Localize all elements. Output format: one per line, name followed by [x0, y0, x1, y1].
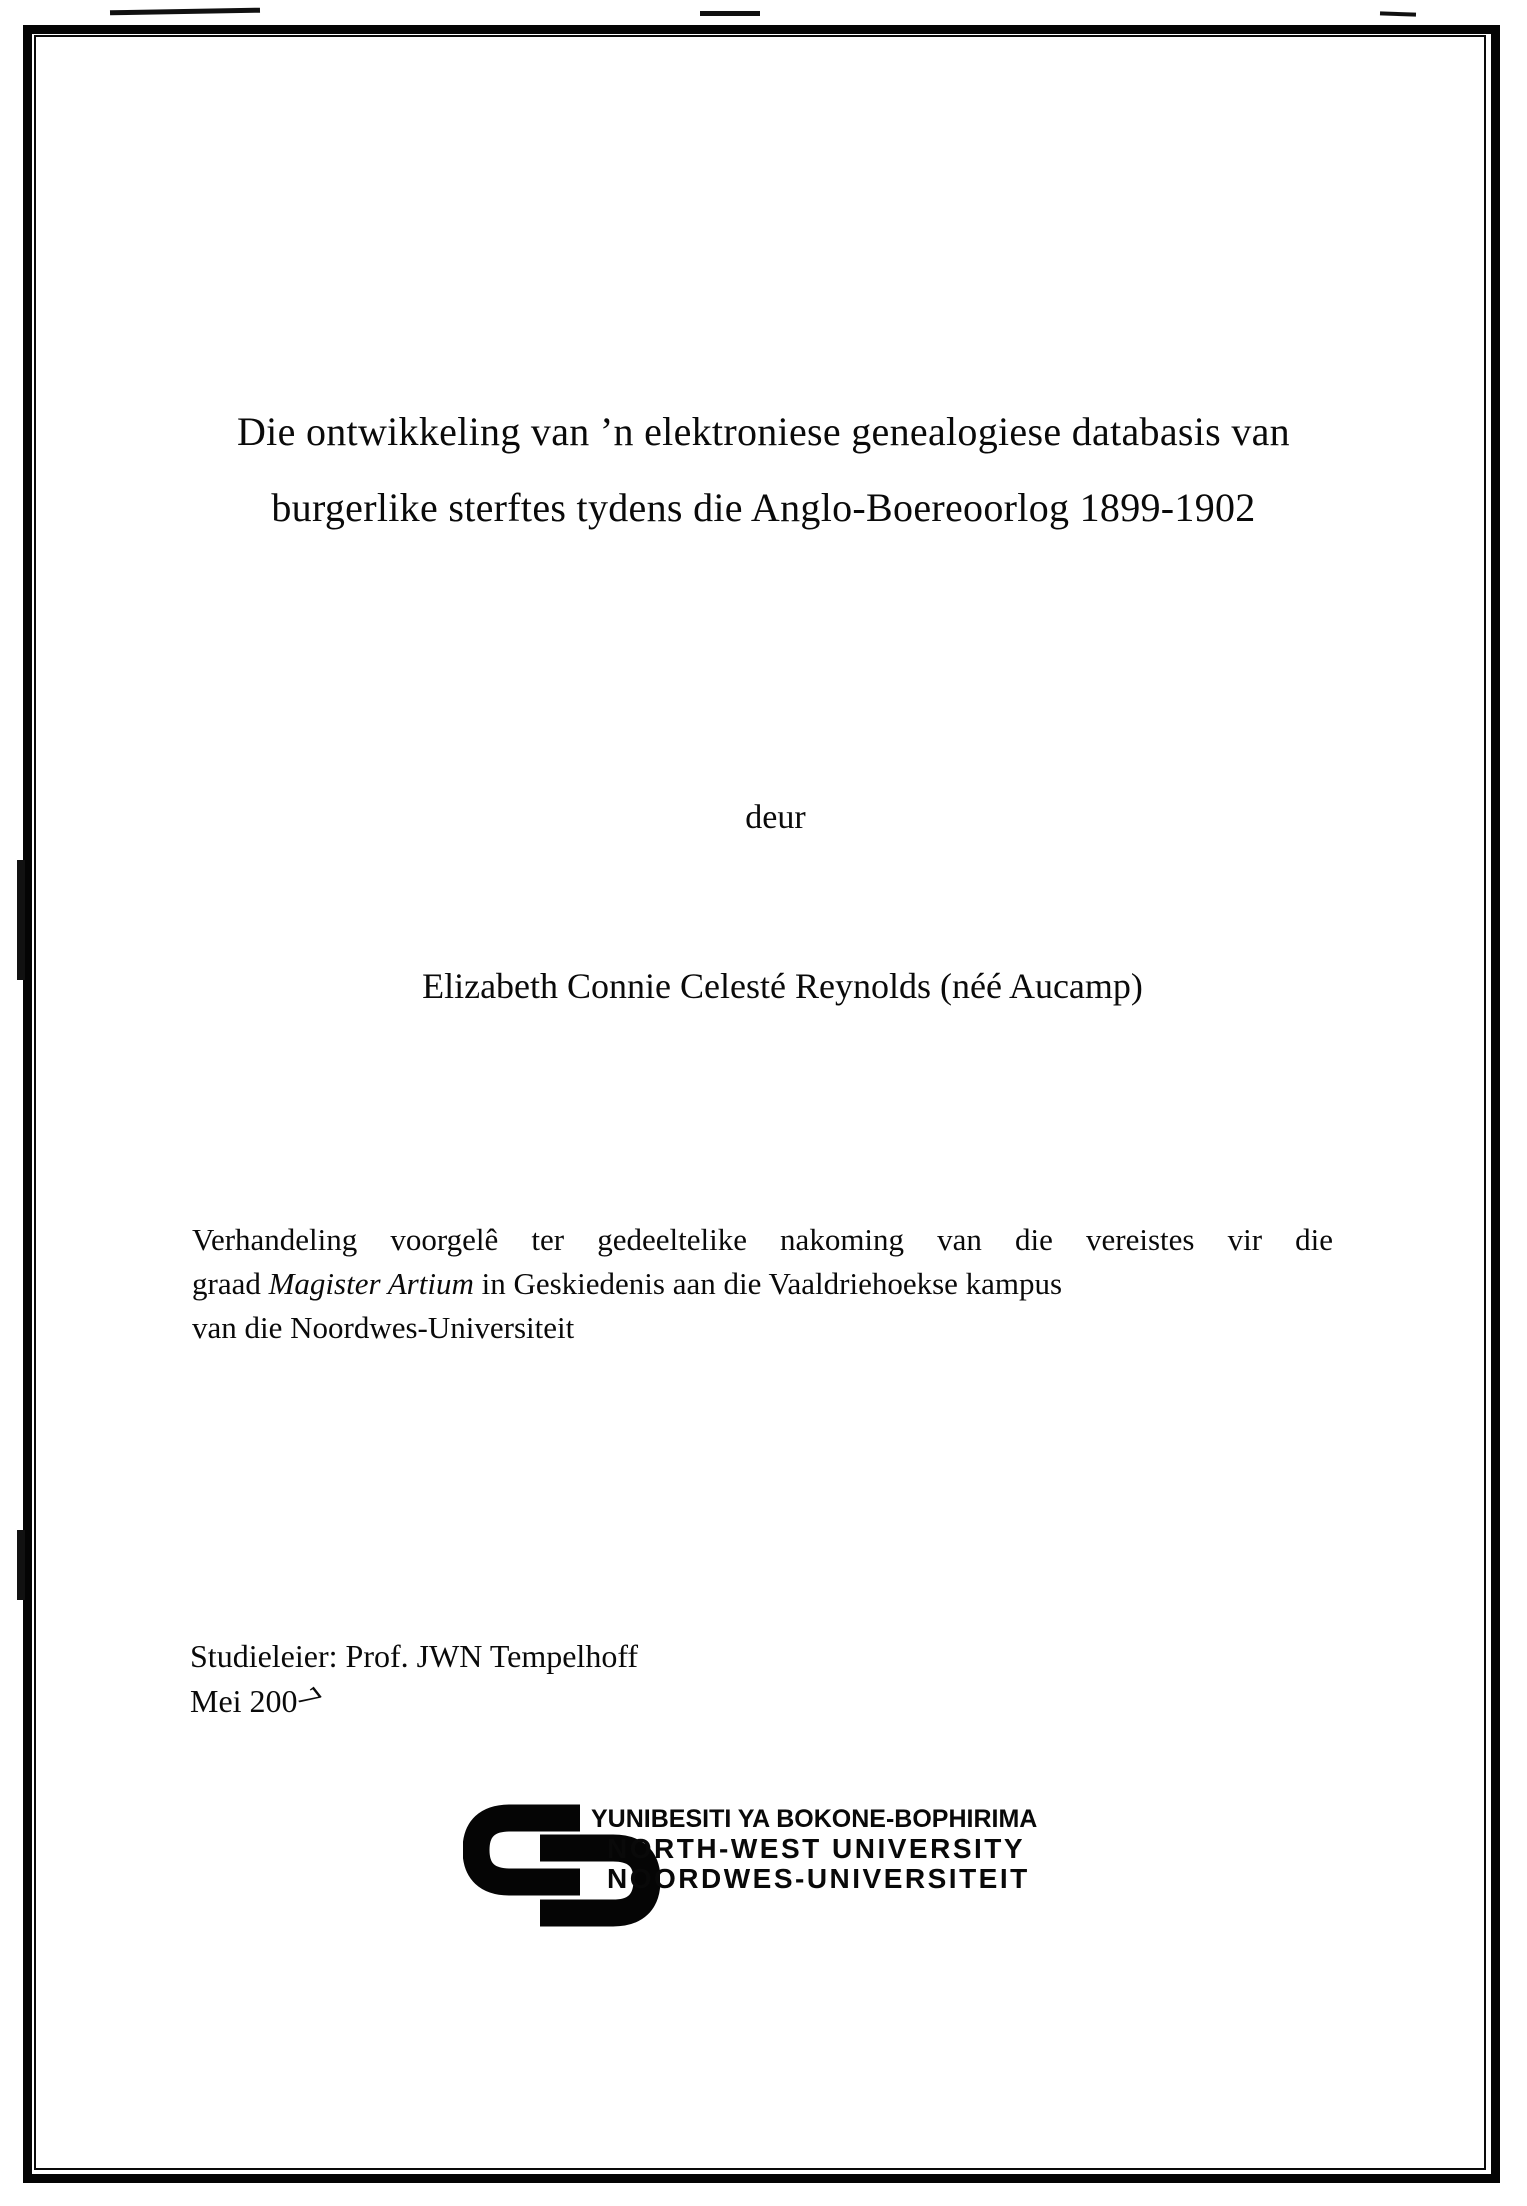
statement-line-2-pre: graad: [192, 1266, 269, 1301]
scan-artifact: [1380, 11, 1416, 16]
date-prefix: Mei 200: [190, 1683, 298, 1719]
scan-artifact: [110, 8, 260, 16]
title-line-2: burgerlike sterftes tydens die Anglo-Boereoorlog 1899-1902: [271, 485, 1256, 530]
thesis-title: [45, 394, 1482, 546]
logo-line-afrikaans: NOORDWES-UNIVERSITEIT: [607, 1862, 1030, 1894]
degree-statement: [192, 1218, 1333, 1350]
logo-line-setswana: YUNIBESITI YA BOKONE-BOPHIRIMA: [591, 1805, 1038, 1833]
university-logo-text: [591, 1805, 1037, 1893]
scan-artifact: [700, 11, 760, 16]
degree-name-italic: Magister Artium: [268, 1266, 474, 1301]
date-digit: 7: [289, 1680, 329, 1715]
title-line-1: Die ontwikkeling van ’n elektroniese genealogiese databasis van: [236, 409, 1290, 454]
supervisor-block: [190, 1634, 638, 1724]
statement-line-2-post: in Geskiedenis aan die Vaaldriehoekse kampus: [473, 1266, 1063, 1301]
author-name: Elizabeth Connie Celesté Reynolds (néé Aucamp): [422, 966, 1143, 1006]
scan-artifact: [17, 860, 25, 980]
scan-artifact: [17, 1530, 25, 1600]
statement-line-3: van die Noordwes-Universiteit: [192, 1310, 575, 1345]
logo-line-english: NORTH-WEST UNIVERSITY: [607, 1833, 1026, 1864]
statement-line-2: [192, 1262, 1333, 1306]
supervisor-line: Studieleier: Prof. JWN Tempelhoff: [190, 1638, 639, 1674]
byline: deur: [745, 799, 806, 836]
date-line: [190, 1679, 638, 1724]
statement-line-1: Verhandeling voorgelê ter gedeeltelike nakoming van die vereistes vir die: [192, 1222, 1333, 1257]
